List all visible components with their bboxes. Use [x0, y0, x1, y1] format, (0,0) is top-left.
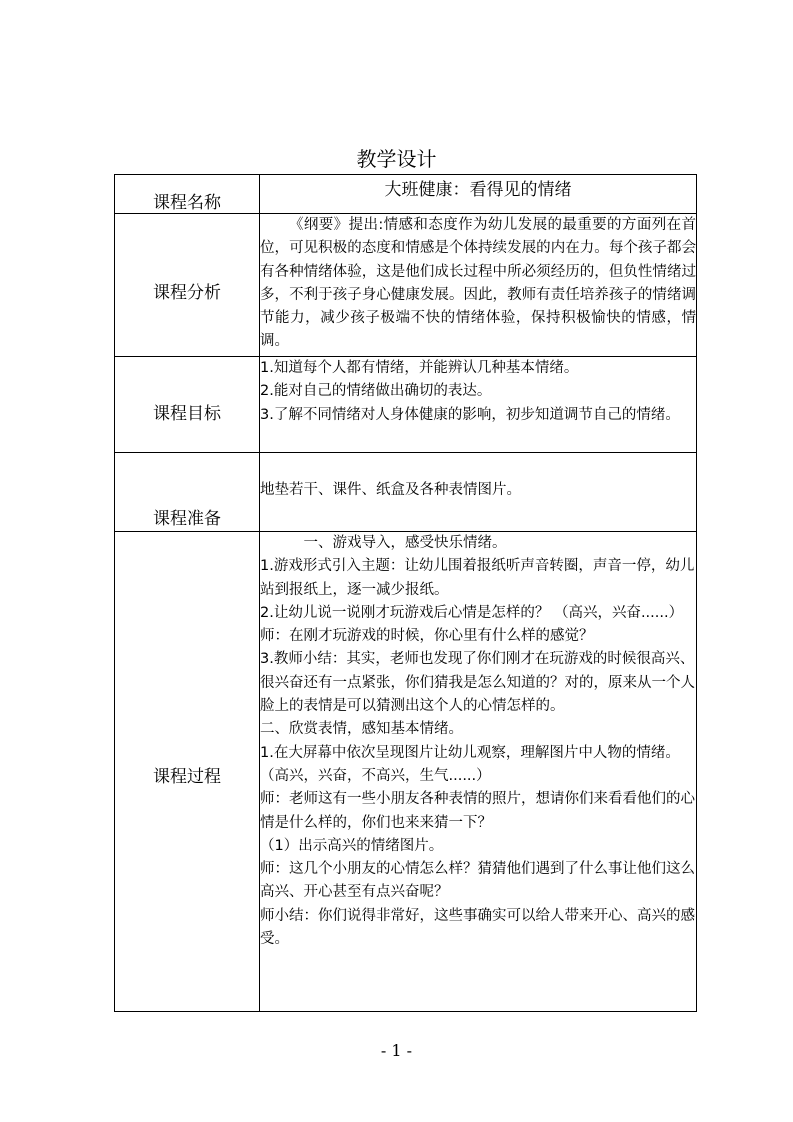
label-course-goals: 课程目标	[115, 357, 260, 453]
row-course-prep	[115, 453, 697, 532]
course-process-text	[260, 532, 697, 1012]
course-analysis-text: 《纲要》提出:情感和态度作为幼儿发展的最重要的方面列在首位，可见积极的态度和情感是个体持续发展的内在力。每个孩子都会有各种情绪体验，这是他们成长过程中所必须经历的，但负性情绪过多，不利于孩子身心健康发展。因此，教师有责任培养孩子的情绪调节能力，减少孩子极端不快的情绪体验，保持积极愉快的情感，情调。	[260, 214, 697, 357]
page-number: - 1 -	[380, 1041, 413, 1060]
label-course-process: 课程过程	[115, 532, 260, 1012]
lesson-plan-table	[114, 174, 697, 1012]
label-course-prep: 课程准备	[115, 453, 260, 532]
process-line: 师：在刚才玩游戏的时候，你心里有什么样的感觉？	[260, 628, 594, 645]
course-goals-list	[260, 357, 697, 453]
process-line: 1.游戏形式引入主题：让幼儿围着报纸听声音转圈，声音一停，幼儿站到报纸上，逐一减少报纸。	[260, 558, 695, 598]
goal-item: 2.能对自己的情绪做出确切的表达。	[260, 383, 492, 400]
row-course-goals	[115, 357, 697, 453]
process-line: 一、游戏导入，感受快乐情绪。	[303, 535, 507, 551]
process-line: 师：老师这有一些小朋友各种表情的照片，想请你们来看看他们的心情是什么样的，你们也来来猜一下？	[260, 791, 695, 831]
process-line: 二、欣赏表情，感知基本情绪。	[260, 721, 463, 738]
process-line: 师：这几个小朋友的心情怎么样？猜猜他们遇到了什么事让他们这么高兴、开心甚至有点兴奋呢？	[260, 861, 695, 901]
process-line: 1.在大屏幕中依次呈现图片让幼儿观察，理解图片中人物的情绪。（高兴，兴奋，不高兴，生气......）	[260, 744, 680, 784]
process-line: 2.让幼儿说一说刚才玩游戏后心情是怎样的？ （高兴，兴奋......）	[260, 604, 684, 621]
goal-item: 3.了解不同情绪对人身体健康的影响，初步知道调节自己的情绪。	[260, 406, 680, 423]
row-course-process	[115, 532, 697, 1012]
document-title: 教学设计	[356, 147, 437, 171]
label-course-analysis: 课程分析	[115, 214, 260, 357]
process-line: 师小结：你们说得非常好，这些事确实可以给人带来开心、高兴的感受。	[260, 907, 695, 948]
course-name-value: 大班健康：看得见的情绪	[260, 175, 697, 214]
row-course-analysis	[115, 214, 697, 357]
course-prep-text: 地垫若干、课件、纸盒及各种表情图片。	[260, 453, 697, 532]
process-line: （1）出示高兴的情绪图片。	[260, 837, 444, 854]
goal-item: 1.知道每个人都有情绪，并能辨认几种基本情绪。	[260, 360, 579, 376]
label-course-name: 课程名称	[115, 175, 260, 214]
process-line: 3.教师小结：其实，老师也发现了你们刚才在玩游戏的时候很高兴、很兴奋还有一点紧张，你们猜我是怎么知道的？对的，原来从一个人脸上的表情是可以猜测出这个人的心情怎样的。	[260, 651, 695, 715]
row-course-name	[115, 175, 697, 214]
